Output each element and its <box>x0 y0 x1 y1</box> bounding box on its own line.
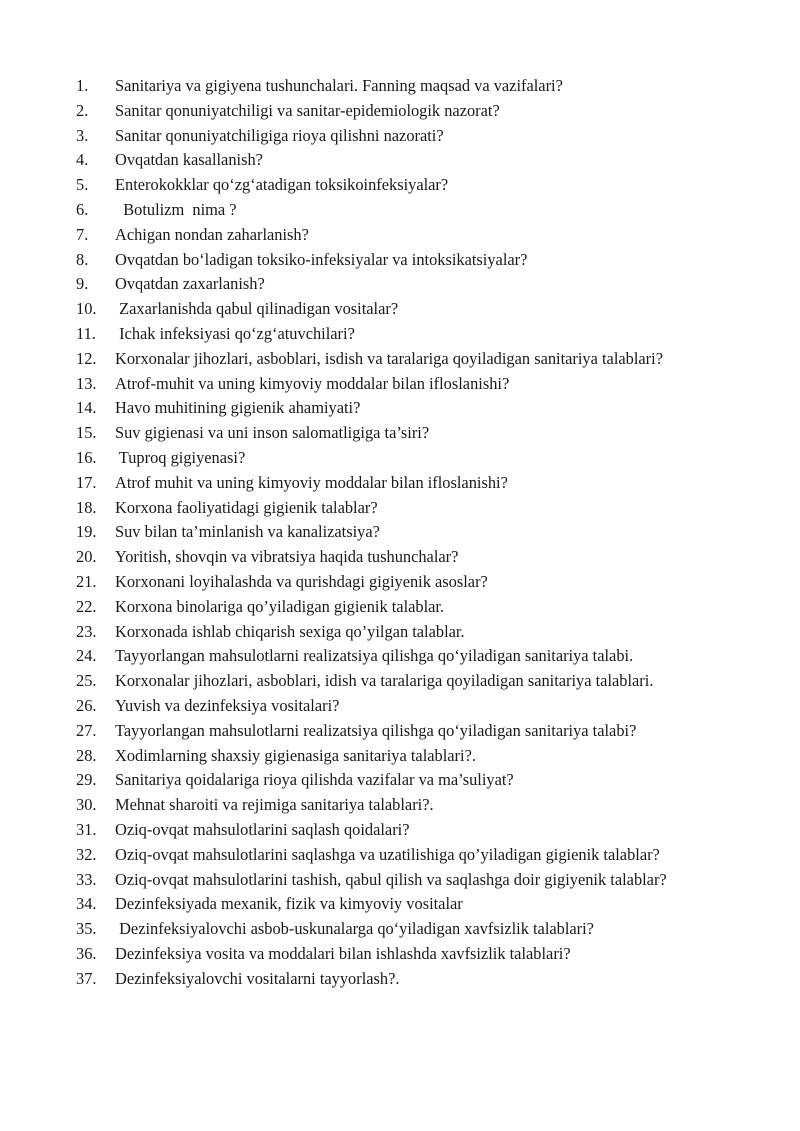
question-item <box>76 223 742 248</box>
question-text: Suv bilan ta’minlanish va kanalizatsiya? <box>115 522 380 542</box>
question-number: 5. <box>76 175 89 195</box>
question-item <box>76 620 742 645</box>
question-number: 4. <box>76 150 89 170</box>
question-number: 8. <box>76 249 89 269</box>
question-text: Sanitar qonuniyatchiligiga rioya qilishni nazorati? <box>115 125 444 145</box>
question-text: Dezinfeksiyalovchi asbob-uskunalarga qo‘yiladigan xavfsizlik talablari? <box>115 919 594 939</box>
question-text: Yuvish va dezinfeksiya vositalari? <box>115 695 340 715</box>
question-text: Atrof-muhit va uning kimyoviy moddalar bilan ifloslanishi? <box>115 373 510 393</box>
question-text: Havo muhitining gigienik ahamiyati? <box>115 398 361 418</box>
question-text: Korxonalar jihozlari, asboblari, idish va taralariga qoyiladigan sanitariya talablari. <box>115 671 654 691</box>
question-number: 10. <box>76 299 97 319</box>
question-item <box>76 892 742 917</box>
question-item <box>76 768 742 793</box>
question-text: Oziq-ovqat mahsulotlarini saqlash qoidalari? <box>115 819 410 839</box>
question-text: Dezinfeksiyalovchi vositalarni tayyorlash?. <box>115 968 400 988</box>
question-text: Sanitar qonuniyatchiligi va sanitar-epidemiologik nazorat? <box>115 100 500 120</box>
question-number: 36. <box>76 943 97 963</box>
question-text: Oziq-ovqat mahsulotlarini saqlashga va uzatilishiga qo’yiladigan gigienik talablar? <box>115 844 660 864</box>
question-text: Yoritish, shovqin va vibratsiya haqida tushunchalar? <box>115 547 459 567</box>
question-item <box>76 942 742 967</box>
question-number: 9. <box>76 274 89 294</box>
question-item <box>76 173 742 198</box>
question-item <box>76 719 742 744</box>
question-item <box>76 545 742 570</box>
question-text: Ovqatdan bo‘ladigan toksiko-infeksiyalar va intoksikatsiyalar? <box>115 249 528 269</box>
question-number: 7. <box>76 224 89 244</box>
question-item <box>76 297 742 322</box>
question-item <box>76 967 742 992</box>
question-text: Xodimlarning shaxsiy gigienasiga sanitariya talablari?. <box>115 745 476 765</box>
question-number: 27. <box>76 720 97 740</box>
question-number: 16. <box>76 447 97 467</box>
question-number: 23. <box>76 621 97 641</box>
question-number: 37. <box>76 968 97 988</box>
question-item <box>76 744 742 769</box>
question-item <box>76 99 742 124</box>
question-number: 34. <box>76 894 97 914</box>
question-number: 32. <box>76 844 97 864</box>
question-item <box>76 496 742 521</box>
question-number: 2. <box>76 100 89 120</box>
question-text: Zaxarlanishda qabul qilinadigan vositalar? <box>115 299 399 319</box>
question-item <box>76 520 742 545</box>
question-number: 17. <box>76 472 97 492</box>
question-number: 1. <box>76 76 89 95</box>
question-item <box>76 868 742 893</box>
question-item <box>76 669 742 694</box>
question-item <box>76 198 742 223</box>
question-text: Tayyorlangan mahsulotlarni realizatsiya qilishga qo‘yiladigan sanitariya talabi. <box>115 646 634 666</box>
question-number: 22. <box>76 596 97 616</box>
question-item <box>76 148 742 173</box>
question-text: Korxona faoliyatidagi gigienik talablar? <box>115 497 378 517</box>
question-number: 6. <box>76 199 89 219</box>
question-text: Tayyorlangan mahsulotlarni realizatsiya qilishga qo‘yiladigan sanitariya talabi? <box>115 720 637 740</box>
question-item <box>76 322 742 347</box>
question-text: Dezinfeksiya vosita va moddalari bilan ishlashda xavfsizlik talablari? <box>115 943 571 963</box>
question-item <box>76 570 742 595</box>
question-text: Achigan nondan zaharlanish? <box>115 224 309 244</box>
question-item <box>76 74 742 99</box>
question-number: 33. <box>76 869 97 889</box>
question-text: Enterokokklar qo‘zg‘atadigan toksikoinfeksiyalar? <box>115 175 449 195</box>
question-text: Korxona binolariga qo’yiladigan gigienik talablar. <box>115 596 445 616</box>
question-number: 30. <box>76 795 97 815</box>
question-item <box>76 396 742 421</box>
question-item <box>76 347 742 372</box>
question-item <box>76 793 742 818</box>
question-item <box>76 372 742 397</box>
question-number: 29. <box>76 770 97 790</box>
question-number: 19. <box>76 522 97 542</box>
question-text: Botulizm nima ? <box>115 199 237 219</box>
question-item <box>76 248 742 273</box>
question-text: Dezinfeksiyada mexanik, fizik va kimyoviy vositalar <box>115 894 463 914</box>
question-item <box>76 818 742 843</box>
question-number: 25. <box>76 671 97 691</box>
question-number: 20. <box>76 547 97 567</box>
question-number: 18. <box>76 497 97 517</box>
question-item <box>76 843 742 868</box>
question-number: 14. <box>76 398 97 418</box>
question-number: 21. <box>76 571 97 591</box>
question-number: 15. <box>76 423 97 443</box>
question-text: Mehnat sharoiti va rejimiga sanitariya talablari?. <box>115 795 434 815</box>
question-item <box>76 272 742 297</box>
question-text: Sanitariya qoidalariga rioya qilishda vazifalar va ma’suliyat? <box>115 770 514 790</box>
question-text: Korxonani loyihalashda va qurishdagi gigiyenik asoslar? <box>115 571 488 591</box>
question-list <box>76 74 742 991</box>
question-item <box>76 471 742 496</box>
question-item <box>76 446 742 471</box>
question-item <box>76 644 742 669</box>
question-text: Suv gigienasi va uni inson salomatligiga ta’siri? <box>115 423 430 443</box>
question-item <box>76 421 742 446</box>
question-number: 31. <box>76 819 97 839</box>
question-text: Ichak infeksiyasi qo‘zg‘atuvchilari? <box>115 323 355 343</box>
question-number: 28. <box>76 745 97 765</box>
question-text: Korxonada ishlab chiqarish sexiga qo’yilgan talablar. <box>115 621 465 641</box>
question-number: 13. <box>76 373 97 393</box>
question-number: 26. <box>76 695 97 715</box>
question-text: Tuproq gigiyenasi? <box>115 447 246 467</box>
question-number: 11. <box>76 323 96 343</box>
question-number: 3. <box>76 125 89 145</box>
question-number: 24. <box>76 646 97 666</box>
question-number: 12. <box>76 348 97 368</box>
question-text: Korxonalar jihozlari, asboblari, isdish va taralariga qoyiladigan sanitariya talablari? <box>115 348 663 368</box>
question-text: Atrof muhit va uning kimyoviy moddalar bilan ifloslanishi? <box>115 472 508 492</box>
question-text: Oziq-ovqat mahsulotlarini tashish, qabul qilish va saqlashga doir gigiyenik talablar? <box>115 869 667 889</box>
question-text: Ovqatdan kasallanish? <box>115 150 263 170</box>
question-text: Sanitariya va gigiyena tushunchalari. Fanning maqsad va vazifalari? <box>115 76 563 95</box>
question-number: 35. <box>76 919 97 939</box>
question-item <box>76 595 742 620</box>
question-item <box>76 694 742 719</box>
question-item <box>76 917 742 942</box>
question-text: Ovqatdan zaxarlanish? <box>115 274 265 294</box>
question-item <box>76 124 742 149</box>
